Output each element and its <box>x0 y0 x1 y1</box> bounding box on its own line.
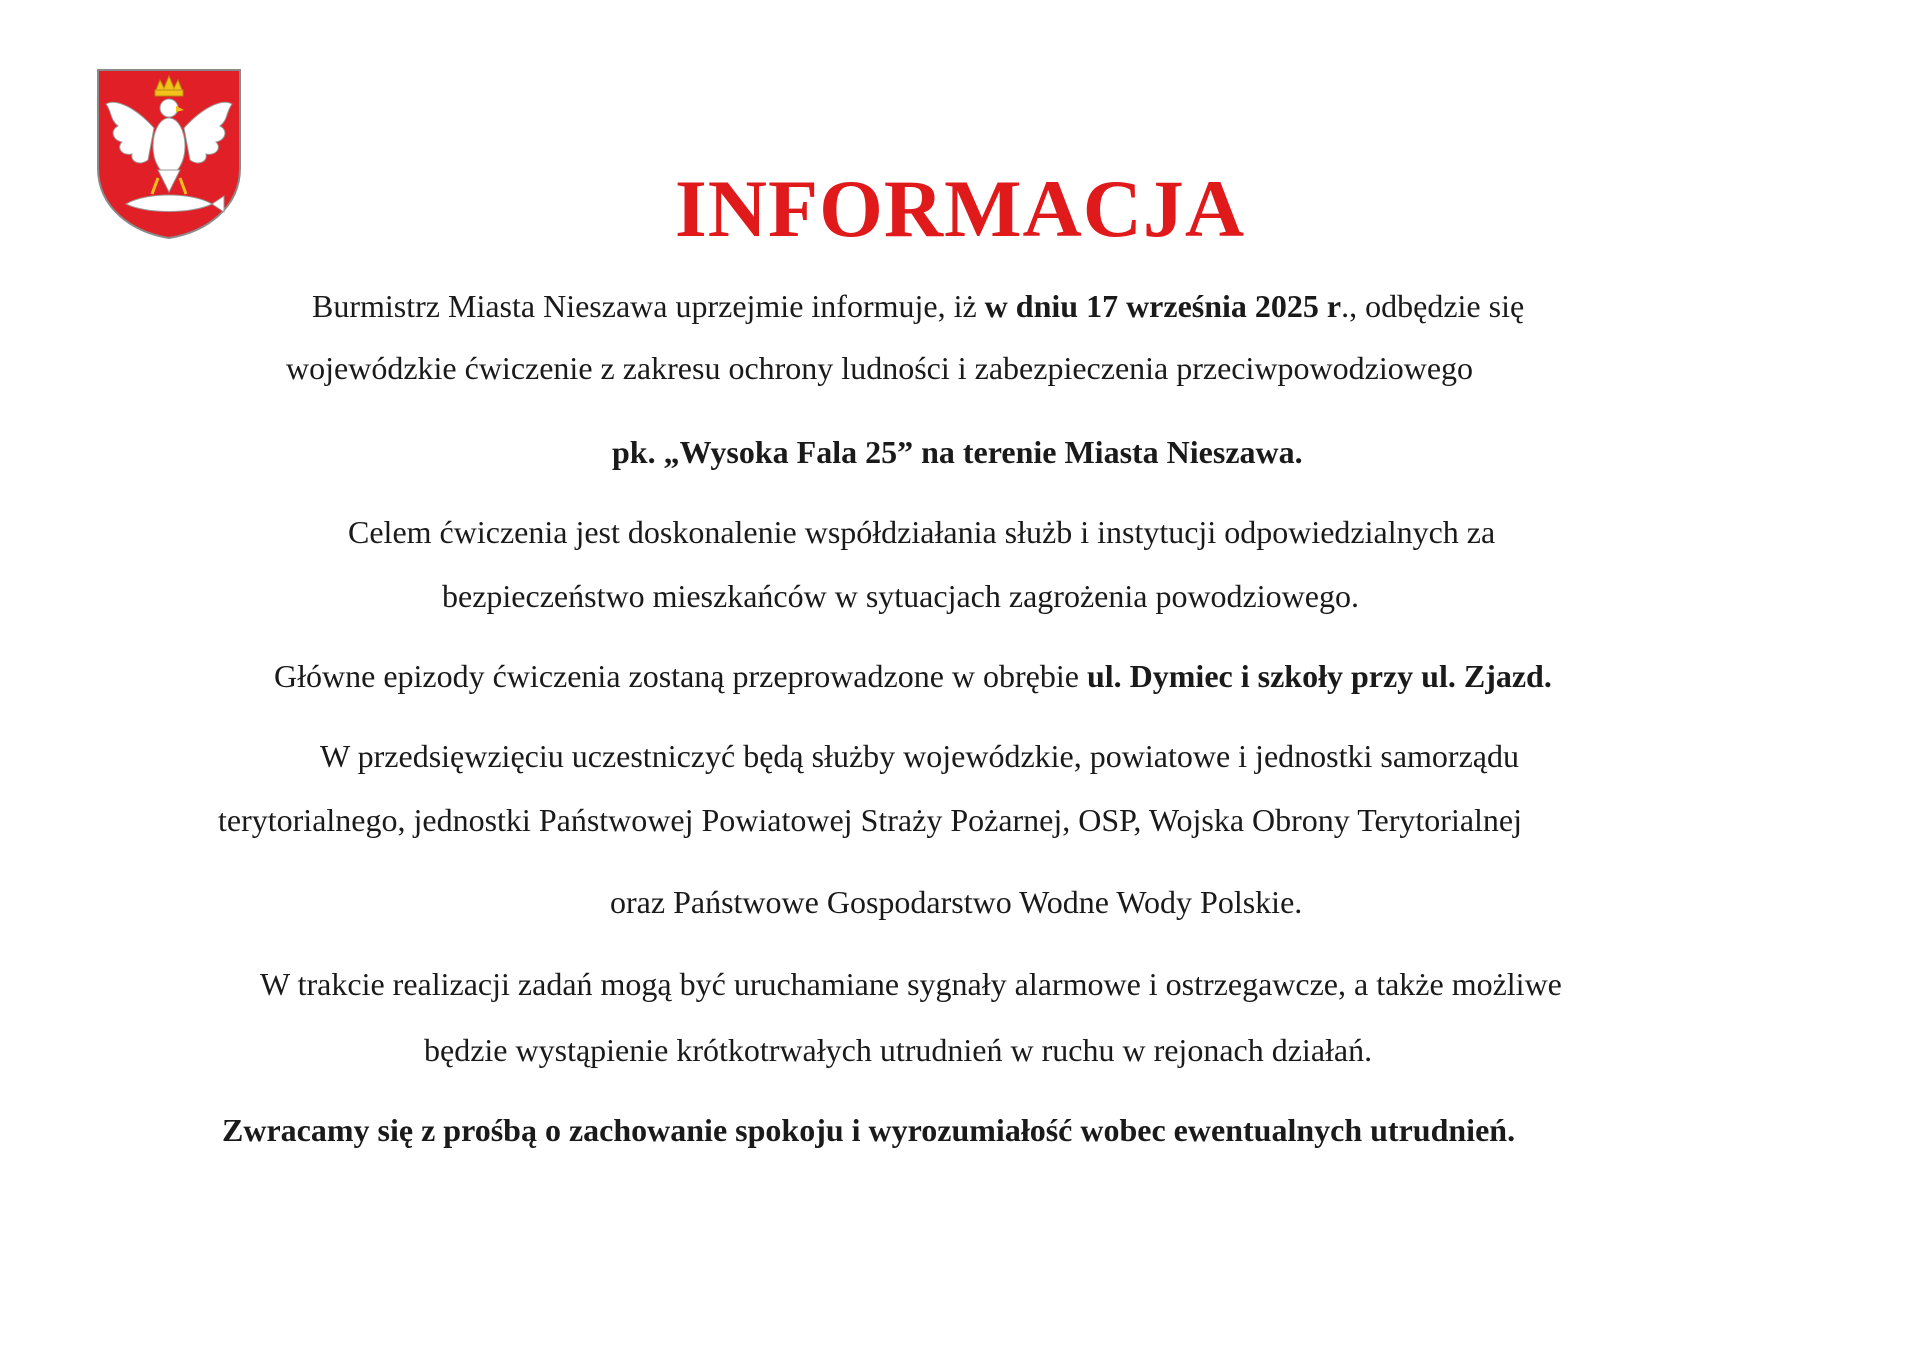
exercise-location: ul. Dymiec i szkoły przy ul. Zjazd. <box>1086 658 1552 694</box>
intro-text-end: ., odbędzie się <box>1341 288 1525 324</box>
page-title: INFORMACJA <box>674 163 1246 254</box>
exercise-date: w dniu 17 września 2025 r <box>984 288 1342 324</box>
intro-text: Burmistrz Miasta Nieszawa uprzejmie informuje, iż <box>312 288 985 324</box>
